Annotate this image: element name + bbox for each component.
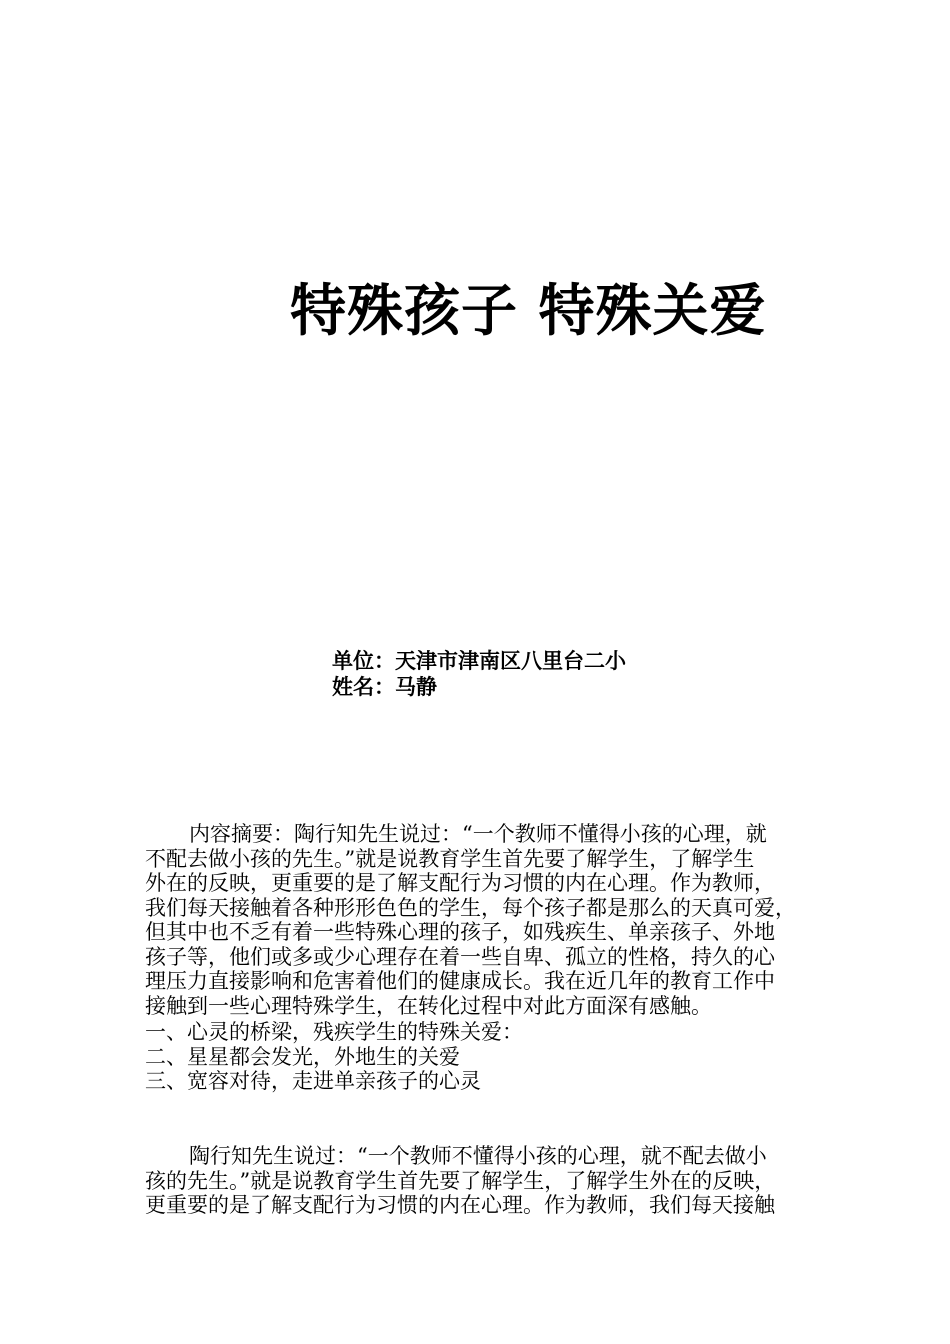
body-paragraph <box>145 1144 820 1218</box>
abstract-line: 不配去做小孩的先生。”就是说教育学生首先要了解学生，了解学生 <box>145 846 755 871</box>
outline-list <box>145 1020 820 1094</box>
outline-item: 三、宽容对待，走进单亲孩子的心灵 <box>145 1069 481 1093</box>
document-title: 特殊孩子 特殊关爱 <box>290 279 767 344</box>
abstract-line: 我们每天接触着各种形形色色的学生，每个孩子都是那么的天真可爱， <box>145 895 796 920</box>
abstract-line: 但其中也不乏有着一些特殊心理的孩子，如残疾生、单亲孩子、外地 <box>145 920 775 944</box>
outline-item: 二、星星都会发光，外地生的关爱 <box>145 1044 460 1069</box>
body-line: 陶行知先生说过：“一个教师不懂得小孩的心理，就不配去做小 <box>189 1144 767 1168</box>
outline-item: 一、心灵的桥梁，残疾学生的特殊关爱： <box>145 1020 523 1044</box>
body-line: 更重要的是了解支配行为习惯的内在心理。作为教师，我们每天接触 <box>145 1193 775 1217</box>
body-line: 孩的先生。”就是说教育学生首先要了解学生，了解学生外在的反映， <box>145 1168 776 1193</box>
abstract-paragraph <box>145 822 820 1018</box>
abstract-line: 内容摘要：陶行知先生说过：“一个教师不懂得小孩的心理，就 <box>189 822 767 846</box>
abstract-line: 外在的反映，更重要的是了解支配行为习惯的内在心理。作为教师， <box>145 871 775 895</box>
abstract-line: 理压力直接影响和危害着他们的健康成长。我在近几年的教育工作中 <box>145 969 775 993</box>
abstract-line: 接触到一些心理特殊学生，在转化过程中对此方面深有感触。 <box>145 993 712 1018</box>
abstract-line: 孩子等，他们或多或少心理存在着一些自卑、孤立的性格，持久的心 <box>145 944 775 969</box>
author-unit: 单位：天津市津南区八里台二小 <box>332 649 626 673</box>
author-name: 姓名：马静 <box>332 675 437 699</box>
